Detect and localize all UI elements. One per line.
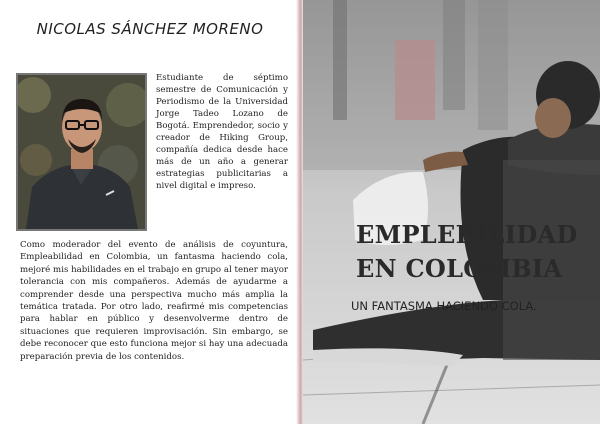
cover-photo	[303, 0, 600, 424]
author-name: NICOLAS SÁNCHEZ MORENO	[36, 20, 264, 38]
cover-page	[303, 0, 600, 424]
cover-headline	[356, 218, 600, 286]
article-body: Como moderador del evento de análisis de coyuntura, Empleabilidad en Colombia, un fantasma haciendo cola, mejoré mis habilidades en el trabajo en grupo al tener mayor tolerancia con mis compañeros. Además de ayudarme a comprender desde una perspectiva mucho más amplia la temática tratada. Por otro lado, reafirmé mis competencias para hablar en público y desenvolverme dentro de situaciones que requieren improvisación. Sin embargo, se debe reconocer que esto funciona mejor si hay una adecuada preparación previa de los contenidos.	[20, 240, 288, 362]
author-portrait	[16, 73, 147, 231]
headline-line-1: EMPLEBILIDAD	[356, 220, 578, 249]
cover-subtitle: UN FANTASMA HACIENDO COLA.	[351, 299, 537, 313]
author-bio: Estudiante de séptimo semestre de Comunicación y Periodismo de la Universidad Jorge Tadeo Lozano de Bogotá. Emprendedor, socio y creador de Hiking Group, compañía dedica desde hace más de un año a generar estrategias publicitarias a nivel digital e impreso.	[156, 73, 288, 191]
headline-line-2: EN COLOMBIA	[356, 254, 563, 283]
